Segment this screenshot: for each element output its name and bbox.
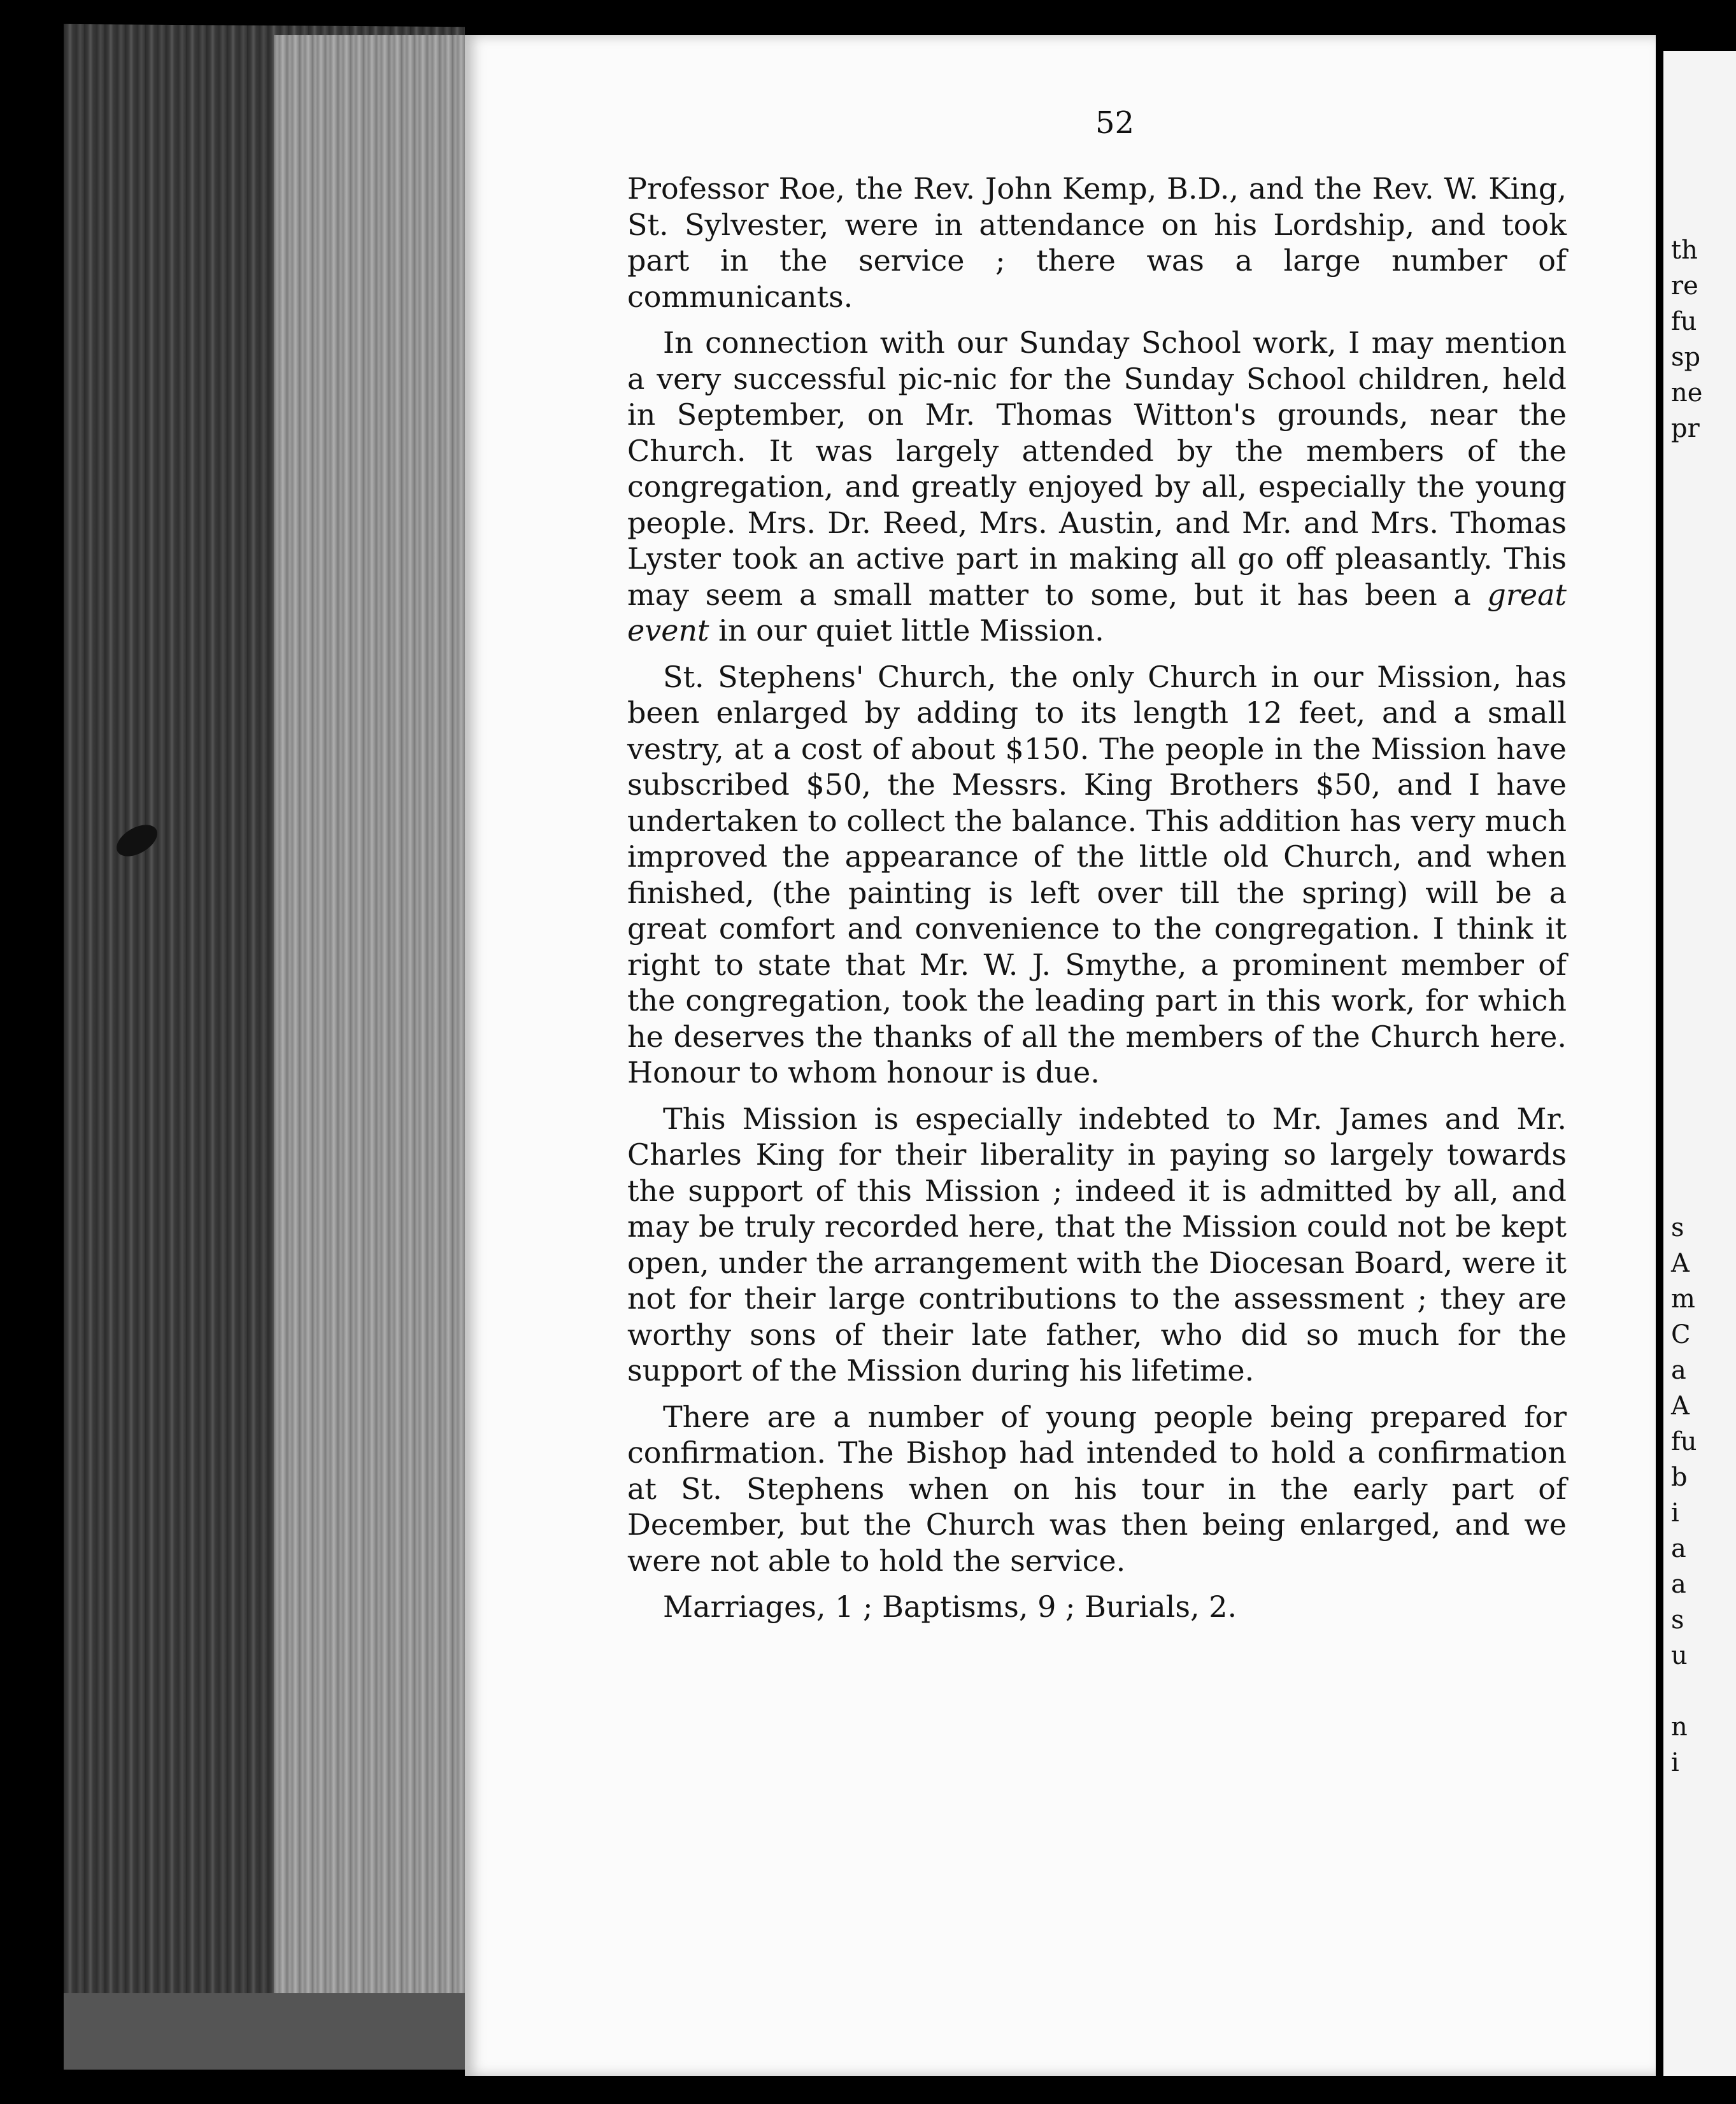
book-page-edges-light bbox=[274, 35, 465, 2047]
facing-page-fragment: b bbox=[1671, 1463, 1688, 1492]
paragraph-2-text: In connection with our Sunday School work, I may mention a very successful pic-nic for the Sunday School children, held in September, on Mr. Thomas Witton's grounds, near the Church. It was largely attended by the members of the congregation, and greatly enjoyed by all, especially the young people. Mrs. Dr. Reed, Mrs. Austin, and Mr. and Mrs. Thomas Lyster took an active part in making all go off pleasantly. This may seem a small matter to some, but it has been a bbox=[627, 325, 1567, 612]
paragraph-3: St. Stephens' Church, the only Church in our Mission, has been enlarged by adding to its length 12 feet, and a small vestry, at a cost of about $150. The people in the Mission have subscribed $50, the Messrs. King Brothers $50, and I have undertaken to collect the balance. This addition has very much improved the appearance of the little old Church, and when finished, (the painting is left over till the spring) will be a great comfort and convenience to the congregation. I think it right to state that Mr. W. J. Smythe, a prominent member of the congregation, took the leading part in this work, for which he deserves the thanks of all the members of the Church here. Honour to whom honour is due. bbox=[627, 659, 1567, 1090]
page-number: 52 bbox=[1095, 105, 1135, 141]
facing-page-fragment: a bbox=[1671, 1534, 1686, 1563]
facing-page-fragment: re bbox=[1671, 271, 1698, 301]
facing-page-fragment: a bbox=[1671, 1356, 1686, 1385]
facing-page-fragment: s bbox=[1671, 1213, 1684, 1242]
paragraph-4: This Mission is especially indebted to Mr. James and Mr. Charles King for their liberality in paying so largely towards the support of this Mission ; indeed it is admitted by all, and may be truly recorded here, that the Mission could not be kept open, under the arrangement with the Diocesan Board, were it not for their large contributions to the assessment ; they are worthy sons of their late father, who did so much for the support of the Mission during his lifetime. bbox=[627, 1101, 1567, 1388]
facing-page-fragment: A bbox=[1671, 1391, 1690, 1421]
facing-page-fragment: n bbox=[1671, 1712, 1688, 1742]
emphasis-text: great event bbox=[627, 577, 1567, 648]
facing-page-fragment: a bbox=[1671, 1570, 1686, 1599]
paragraph-2-tail: in our quiet little Mission. bbox=[709, 613, 1104, 648]
facing-page-fragment: fu bbox=[1671, 1427, 1697, 1456]
paragraph-1: Professor Roe, the Rev. John Kemp, B.D., and the Rev. W. King, St. Sylvester, were in attendance on his Lordship, and took part in the service ; there was a large number of communicants. bbox=[627, 171, 1567, 314]
facing-page-fragment: i bbox=[1671, 1498, 1679, 1528]
facing-page-fragment: th bbox=[1671, 236, 1698, 265]
facing-page-fragment: fu bbox=[1671, 307, 1697, 336]
paragraph-5: There are a number of young people being prepared for confirmation. The Bishop had intended to hold a confirmation at St. Stephens when on his tour in the early part of December, but the Church was then being enlarged, and we were not able to hold the service. bbox=[627, 1399, 1567, 1578]
facing-page-fragment: m bbox=[1671, 1284, 1695, 1314]
facing-page-fragment: C bbox=[1671, 1320, 1691, 1349]
facing-page-fragment: ne bbox=[1671, 378, 1703, 408]
book-cover-bottom bbox=[64, 1993, 471, 2070]
facing-page-fragment: A bbox=[1671, 1249, 1690, 1278]
paragraph-2 bbox=[627, 325, 1567, 649]
page-text bbox=[627, 171, 1567, 1635]
facing-page-fragment: pr bbox=[1671, 414, 1700, 443]
parish-tally: Marriages, 1 ; Baptisms, 9 ; Burials, 2. bbox=[663, 1589, 1237, 1624]
facing-page-fragment: sp bbox=[1671, 343, 1701, 372]
facing-page-fragment: s bbox=[1671, 1605, 1684, 1635]
facing-page-fragment: i bbox=[1671, 1748, 1679, 1777]
facing-page-fragment: u bbox=[1671, 1641, 1688, 1670]
facing-page bbox=[1663, 51, 1736, 2076]
